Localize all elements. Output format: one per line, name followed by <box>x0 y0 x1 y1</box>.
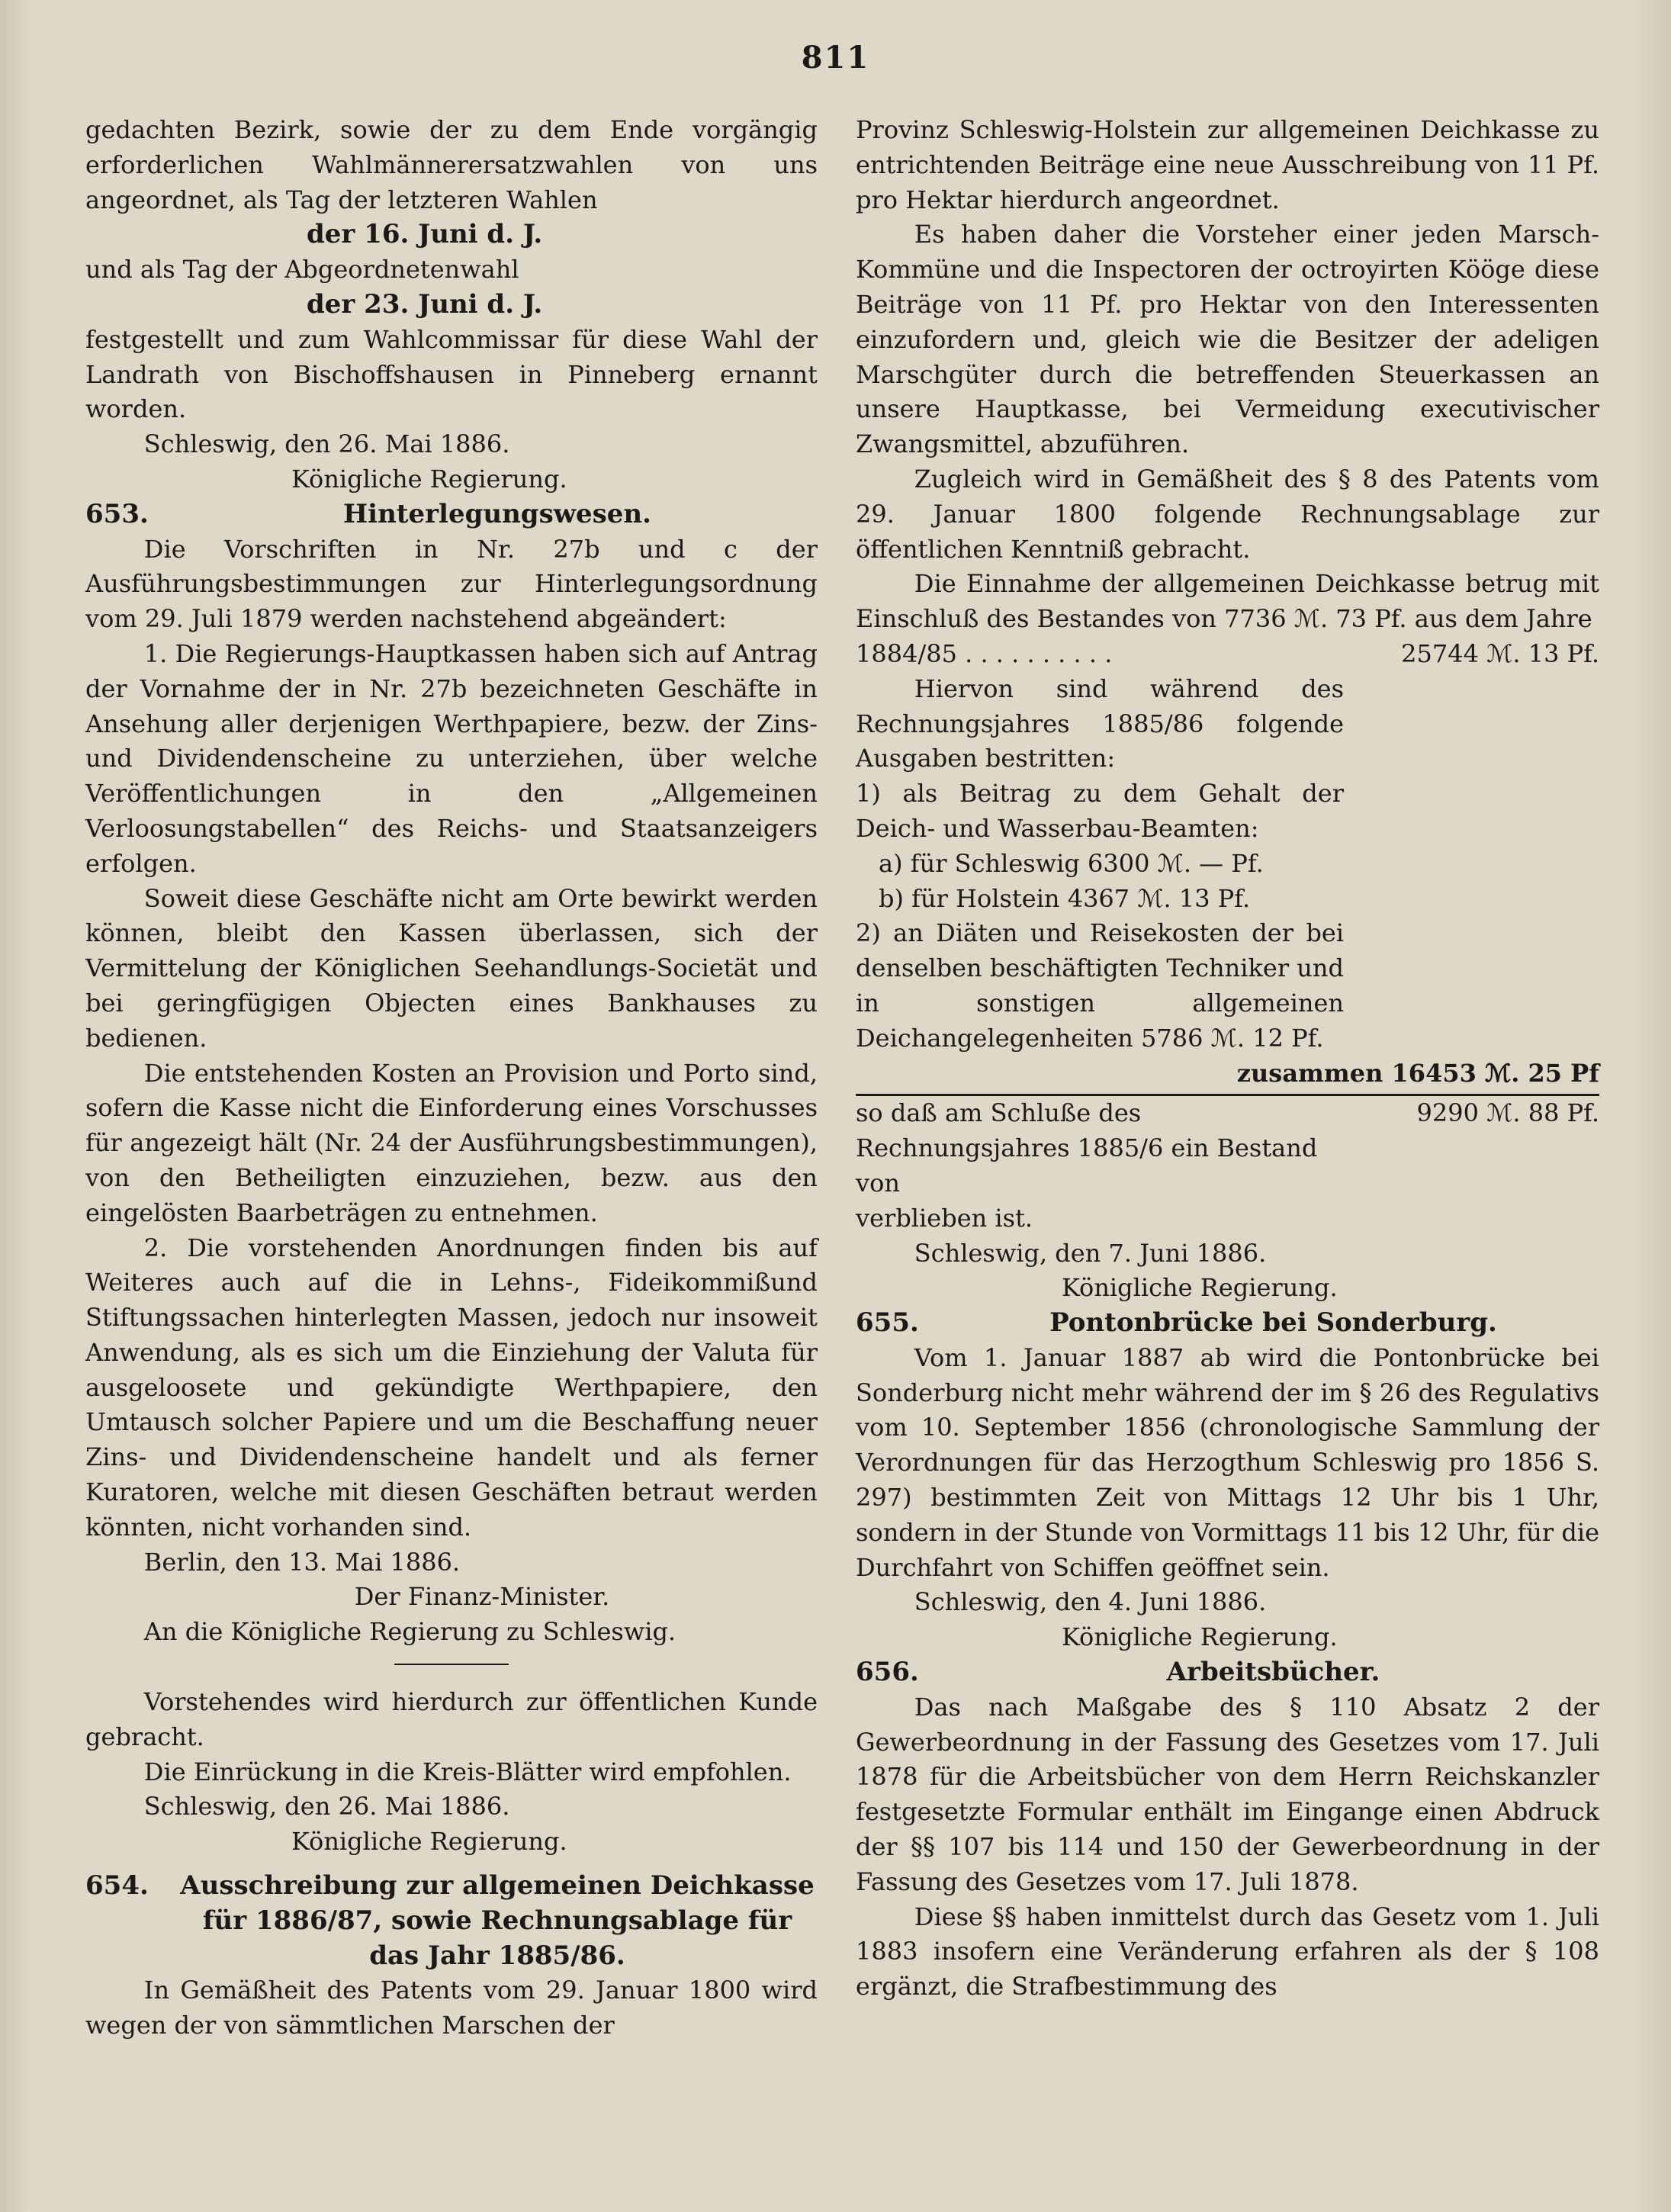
place-date: Schleswig, den 26. Mai 1886. <box>143 1792 510 1821</box>
paragraph: Es haben daher die Vorsteher einer jeden Marsch-Kommüne und die Inspectoren der octroyirten Kööge diese Beiträge von 11 Pf. pro Hektar von den Interessenten einzufordern und, gleich wie die Besitzer der adeligen Marschgüter durch die betreffenden Steuerkassen an unsere Hauptkasse, bei Vermeidung executivischer Zwangsmittel, abzuführen. <box>856 220 1599 459</box>
expense-item: 2) an Diäten und Reisekosten der bei denselben beschäftigten Techniker und in sonstigen allgemeinen Deichangelegenheiten 5786 ℳ. 12 Pf. <box>856 918 1344 1053</box>
paragraph: verblieben ist. <box>856 1203 1033 1233</box>
section-heading-654 <box>85 1869 818 1973</box>
income-row <box>856 637 1599 672</box>
section-number: 653. <box>85 498 149 529</box>
paragraph: Vorstehendes wird hierdurch zur öffentlichen Kunde gebracht. <box>85 1687 818 1751</box>
divider <box>394 1664 509 1665</box>
election-date: der 23. Juni d. J. <box>307 288 543 320</box>
income-year: 1884/85 . . . . . . . . . . <box>856 638 1113 668</box>
paragraph: Die entstehenden Kosten an Provision und Porto sind, sofern die Kasse nicht die Einforderung eines Vorschusses für angezeigt hält (Nr. 24 der Ausführungsbestimmungen), von den Betheiligten einzuziehen, bezw. aus den eingelösten Baarbeträgen zu entnehmen. <box>85 1058 818 1227</box>
section-heading-656 <box>856 1655 1599 1690</box>
paragraph: Zugleich wird in Gemäßheit des § 8 des Patents vom 29. Januar 1800 folgende Rechnungsablage zur öffentlichen Kenntniß gebracht. <box>856 464 1599 564</box>
section-number: 656. <box>856 1657 919 1688</box>
section-title: Ausschreibung zur allgemeinen Deichkasse für 1886/87, sowie Rechnungsablage für das Jahr 1885/86. <box>180 1870 815 1971</box>
place-date: Schleswig, den 26. Mai 1886. <box>143 429 510 459</box>
section-heading-655 <box>856 1306 1599 1341</box>
paragraph: Die Einnahme der allgemeinen Deichkasse betrug mit Einschluß des Bestandes von 7736 ℳ. 73 Pf. aus dem Jahre <box>856 569 1599 634</box>
expense-item: b) für Holstein 4367 ℳ. 13 Pf. <box>879 883 1251 913</box>
paragraph: Das nach Maßgabe des § 110 Absatz 2 der Gewerbeordnung in der Fassung des Gesetzes vom 17. Juli 1878 für die Arbeitsbücher von dem Herrn Reichskanzler festgesetzte Formular enthält im Eingange einen Abdruck der §§ 107 bis 114 und 150 der Gewerbeordnung in der Fassung des Gesetzes vom 17. Juli 1878. <box>856 1692 1599 1896</box>
paragraph: Soweit diese Geschäfte nicht am Orte bewirkt werden können, bleibt den Kassen überlassen, sich der Vermittelung der Königlichen Seehandlungs-Societät und bei geringfügigen Objecten eines Bankhauses zu bedienen. <box>85 883 818 1053</box>
section-title: Hinterlegungswesen. <box>343 498 651 529</box>
addressee: An die Königliche Regierung zu Schleswig. <box>143 1617 676 1647</box>
left-column <box>85 113 818 2043</box>
election-date: der 16. Juni d. J. <box>307 219 543 250</box>
right-column <box>856 113 1599 2005</box>
paragraph: 1. Die Regierungs-Hauptkassen haben sich auf Antrag der Vornahme der in Nr. 27b bezeichneten Geschäfte in Ansehung aller derjenigen Werthpapiere, bezw. der Zins- und Dividendenscheine zu unterziehen, über welche Veröffentlichungen in den „Allgemeinen Verloosungstabellen“ des Reichs- und Staatsanzeigers erfolgen. <box>85 638 818 878</box>
paragraph: 2. Die vorstehenden Anordnungen finden bis auf Weiteres auch auf die in Lehns-, Fideikommißund Stiftungssachen hinterlegten Massen, jedoch nur insoweit Anwendung, als es sich um die Einziehung der Valuta für ausgeloosete und gekündigte Werthpapiere, den Umtausch solcher Papiere und um die Beschaffung neuer Zins- und Dividendenscheine handelt und als ferner Kuratoren, welche mit diesen Geschäften betraut werden könnten, nicht vorhanden sind. <box>85 1233 818 1542</box>
paragraph: und als Tag der Abgeordnetenwahl <box>85 255 519 285</box>
total-label: zusammen 16453 ℳ. 25 Pf <box>1236 1058 1599 1088</box>
place-date: Schleswig, den 4. Juni 1886. <box>914 1587 1267 1617</box>
paragraph: Hiervon sind während des Rechnungsjahres 1885/86 folgende Ausgaben bestritten: <box>856 674 1344 773</box>
signature: Königliche Regierung. <box>1062 1273 1338 1303</box>
expense-item: a) für Schleswig 6300 ℳ. — Pf. <box>879 848 1264 878</box>
signature: Königliche Regierung. <box>291 464 567 494</box>
paragraph: Vom 1. Januar 1887 ab wird die Pontonbrücke bei Sonderburg nicht mehr während der im § 26 des Regulativs vom 10. September 1856 (chronologische Sammlung der Verordnungen für das Herzogthum Schleswig pro 1856 S. 297) bestimmten Zeit von Mittags 12 Uhr bis 1 Uhr, sondern in der Stunde von Vormittags 11 bis 12 Uhr, für die Durchfahrt von Schiffen geöffnet sein. <box>856 1342 1599 1582</box>
paragraph: gedachten Bezirk, sowie der zu dem Ende vorgängig erforderlichen Wahlmännerersatzwahlen von uns angeordnet, als Tag der letzteren Wahlen <box>85 115 818 214</box>
signature: Königliche Regierung. <box>1062 1622 1338 1652</box>
page-number: 811 <box>801 40 870 76</box>
signature: Königliche Regierung. <box>291 1827 567 1857</box>
section-heading-653 <box>85 497 818 532</box>
place-date: Schleswig, den 7. Juni 1886. <box>914 1238 1267 1268</box>
expenses-block <box>856 672 1344 1056</box>
balance-row <box>856 1096 1599 1201</box>
balance-label: so daß am Schluße des Rechnungsjahres 1885/6 ein Bestand von <box>856 1098 1318 1198</box>
balance-value: 9290 ℳ. 88 Pf. <box>1416 1098 1599 1128</box>
section-title: Pontonbrücke bei Sonderburg. <box>1049 1307 1497 1339</box>
income-total: 25744 ℳ. 13 Pf. <box>1401 638 1599 668</box>
paragraph: festgestellt und zum Wahlcommissar für diese Wahl der Landrath von Bischoffshausen in Pinneberg ernannt worden. <box>85 324 818 424</box>
paragraph: Diese §§ haben inmittelst durch das Gesetz vom 1. Juli 1883 insofern eine Veränderung erfahren als der § 108 ergänzt, die Strafbestimmung des <box>856 1902 1599 2001</box>
paragraph: Die Einrückung in die Kreis-Blätter wird empfohlen. <box>143 1757 792 1786</box>
paragraph: Die Vorschriften in Nr. 27b und c der Ausführungsbestimmungen zur Hinterlegungsordnung vom 29. Juli 1879 werden nachstehend abgeändert: <box>85 534 818 634</box>
paragraph: Provinz Schleswig-Holstein zur allgemeinen Deichkasse zu entrichtenden Beiträge eine neue Ausschreibung von 11 Pf. pro Hektar hierdurch angeordnet. <box>856 115 1599 214</box>
expense-total <box>856 1056 1599 1097</box>
paragraph: In Gemäßheit des Patents vom 29. Januar 1800 wird wegen der von sämmtlichen Marschen der <box>85 1976 818 2040</box>
signature: Der Finanz-Minister. <box>354 1582 610 1612</box>
place-date: Berlin, den 13. Mai 1886. <box>143 1547 461 1577</box>
section-title: Arbeitsbücher. <box>1166 1657 1380 1688</box>
section-number: 654. <box>85 1870 149 1902</box>
section-number: 655. <box>856 1307 919 1339</box>
expense-item: 1) als Beitrag zu dem Gehalt der Deich- und Wasserbau-Beamten: <box>856 779 1344 843</box>
